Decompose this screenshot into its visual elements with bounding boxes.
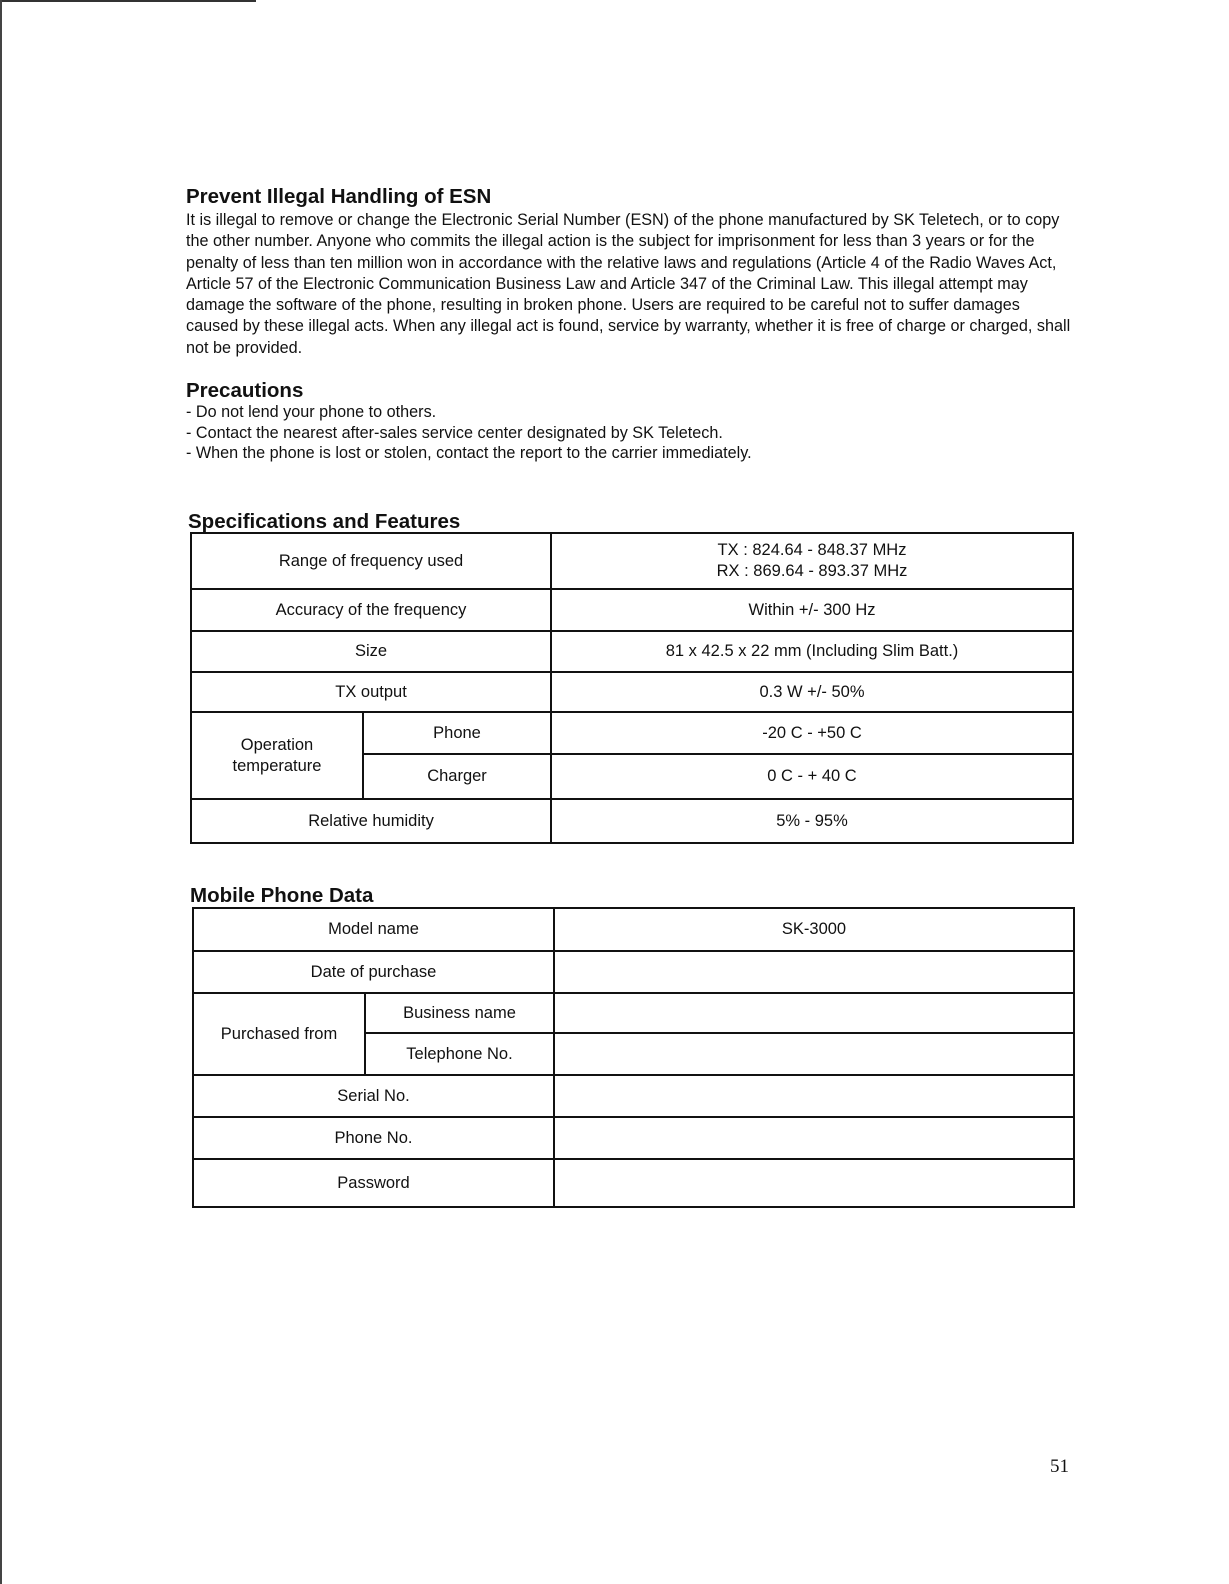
- mobile-section: [190, 885, 373, 907]
- precautions-section: [186, 380, 752, 464]
- spec-value-range-tx: TX : 824.64 - 848.37 MHz: [717, 541, 907, 559]
- table-row: [193, 908, 1074, 951]
- spec-label-charger: Charger: [363, 754, 551, 799]
- table-row: [191, 533, 1073, 589]
- spec-value-range-rx: RX : 869.64 - 893.37 MHz: [716, 562, 908, 580]
- mobile-value-phone-no: [554, 1117, 1074, 1159]
- spec-label-range: Range of frequency used: [191, 533, 551, 589]
- mobile-value-business: [554, 993, 1074, 1033]
- mobile-value-serial: [554, 1075, 1074, 1117]
- mobile-value-model: SK-3000: [554, 908, 1074, 951]
- page-number: 51: [1050, 1456, 1069, 1477]
- table-row: [191, 631, 1073, 672]
- mobile-label-serial: Serial No.: [193, 1075, 554, 1117]
- mobile-heading: Mobile Phone Data: [190, 884, 374, 907]
- table-row: [193, 993, 1074, 1033]
- mobile-value-telephone: [554, 1033, 1074, 1075]
- table-row: [191, 672, 1073, 712]
- mobile-label-phone-no: Phone No.: [193, 1117, 554, 1159]
- mobile-label-telephone: Telephone No.: [365, 1033, 554, 1075]
- esn-section: [186, 186, 1071, 359]
- scan-top-line: [0, 0, 256, 2]
- mobile-label-business: Business name: [365, 993, 554, 1033]
- spec-value-size: 81 x 42.5 x 22 mm (Including Slim Batt.): [551, 631, 1073, 672]
- mobile-label-purchased-from: Purchased from: [193, 993, 365, 1075]
- scan-left-edge: [0, 0, 2, 1584]
- spec-label-operation-temperature: [191, 712, 363, 799]
- precaution-item-2: - Contact the nearest after-sales service center designated by SK Teletech.: [186, 423, 723, 442]
- table-row: [193, 951, 1074, 993]
- spec-label-size: Size: [191, 631, 551, 672]
- mobile-label-date: Date of purchase: [193, 951, 554, 993]
- spec-value-charger: 0 C - + 40 C: [551, 754, 1073, 799]
- table-row: [193, 1075, 1074, 1117]
- mobile-value-date: [554, 951, 1074, 993]
- table-row: [191, 712, 1073, 754]
- precaution-item-1: - Do not lend your phone to others.: [186, 403, 437, 421]
- spec-label-tx-output: TX output: [191, 672, 551, 712]
- spec-value-accuracy: Within +/- 300 Hz: [551, 589, 1073, 631]
- mobile-label-password: Password: [193, 1159, 554, 1207]
- spec-label-accuracy: Accuracy of the frequency: [191, 589, 551, 631]
- esn-heading: Prevent Illegal Handling of ESN: [186, 185, 492, 208]
- table-row: [191, 589, 1073, 631]
- spec-label-humidity: Relative humidity: [191, 799, 551, 843]
- spec-value-humidity: 5% - 95%: [551, 799, 1073, 843]
- table-row: [193, 1117, 1074, 1159]
- spec-value-range: [551, 533, 1073, 589]
- mobile-label-model: Model name: [193, 908, 554, 951]
- specs-heading: Specifications and Features: [188, 510, 461, 533]
- op-temp-line-1: Operation: [240, 735, 314, 754]
- specs-table: [190, 532, 1074, 844]
- specs-section: [188, 511, 460, 533]
- spec-label-phone: Phone: [363, 712, 551, 754]
- esn-paragraph: It is illegal to remove or change the Electronic Serial Number (ESN) of the phone manufactured by SK Teletech, or to copy the other number. Anyone who commits the illegal action is the subject for imprisonment for less than 3 years or for the penalty of less than ten million won in accordance with the relative laws and regulations (Article 4 of the Radio Waves Act, Article 57 of the Electronic Communication Business Law and Article 347 of the Criminal Law. This illegal attempt may damage the software of the phone, resulting in broken phone. Users are required to be careful not to suffer damages caused by these illegal acts. When any illegal act is found, service by warranty, whether it is free of charge or charged, shall not be provided.: [186, 211, 1071, 357]
- mobile-data-table: [192, 907, 1075, 1208]
- spec-value-tx-output: 0.3 W +/- 50%: [551, 672, 1073, 712]
- spec-value-phone: -20 C - +50 C: [551, 712, 1073, 754]
- op-temp-line-2: temperature: [232, 756, 322, 775]
- precaution-item-3: - When the phone is lost or stolen, contact the report to the carrier immediately.: [186, 444, 752, 462]
- table-row: [191, 799, 1073, 843]
- mobile-value-password: [554, 1159, 1074, 1207]
- table-row: [193, 1159, 1074, 1207]
- precautions-heading: Precautions: [186, 379, 304, 402]
